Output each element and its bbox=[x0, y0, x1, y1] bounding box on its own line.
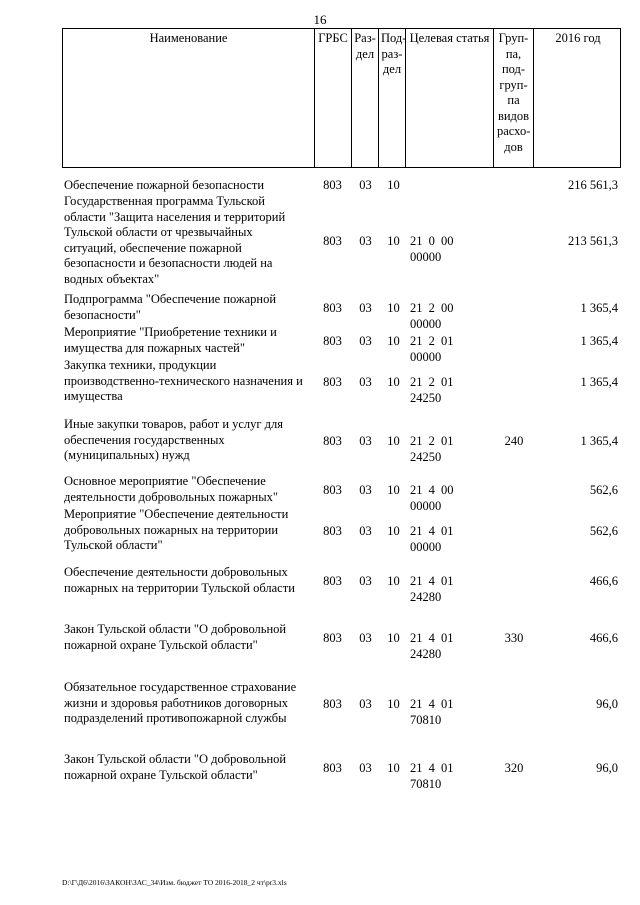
row-target: 21 4 01 70810 bbox=[410, 697, 454, 727]
row-grbs: 803 bbox=[323, 631, 342, 645]
row-amount: 466,6 bbox=[589, 574, 618, 588]
row-podrazdel: 10 bbox=[387, 761, 400, 775]
row-razdel: 03 bbox=[359, 301, 372, 315]
row-grbs: 803 bbox=[323, 761, 342, 775]
row-amount: 562,6 bbox=[589, 524, 618, 538]
row-target: 21 2 01 24250 bbox=[410, 375, 454, 405]
table-row bbox=[0, 292, 640, 331]
header-group: Груп- па, под- груп- па видов расхо- дов bbox=[494, 29, 534, 167]
header-year: 2016 год bbox=[555, 31, 601, 45]
row-amount: 1 365,4 bbox=[580, 334, 618, 348]
row-grbs: 803 bbox=[323, 375, 342, 389]
row-amount: 1 365,4 bbox=[580, 375, 618, 389]
row-amount: 1 365,4 bbox=[580, 434, 618, 448]
row-name: Закупка техники, продукции производственно-технического назначения и имущества bbox=[64, 358, 303, 403]
row-name: Государственная программа Тульской области "Защита населения и территорий Тульской области от чрезвычайных ситуаций, обеспечение пожарной безопасности и безопасности людей на водных объектах" bbox=[64, 194, 286, 286]
row-grbs: 803 bbox=[323, 434, 342, 448]
row-amount: 213 561,3 bbox=[568, 234, 618, 248]
table-row bbox=[0, 358, 640, 406]
row-podrazdel: 10 bbox=[387, 375, 400, 389]
table-row bbox=[0, 194, 640, 290]
row-grbs: 803 bbox=[323, 574, 342, 588]
header-podrazdel: Под- раз- дел bbox=[379, 29, 406, 167]
table-row bbox=[0, 507, 640, 555]
table-header bbox=[62, 28, 621, 168]
row-name: Обеспечение пожарной безопасности bbox=[64, 178, 265, 192]
row-name: Мероприятие "Приобретение техники и имущества для пожарных частей" bbox=[64, 325, 277, 355]
page-number: 16 bbox=[313, 12, 327, 27]
row-razdel: 03 bbox=[359, 375, 372, 389]
row-amount: 1 365,4 bbox=[580, 301, 618, 315]
row-grbs: 803 bbox=[323, 697, 342, 711]
row-razdel: 03 bbox=[359, 483, 372, 497]
row-razdel: 03 bbox=[359, 234, 372, 248]
row-group: 320 bbox=[504, 761, 524, 775]
row-name: Основное мероприятие "Обеспечение деятельности добровольных пожарных" bbox=[64, 474, 278, 504]
row-razdel: 03 bbox=[359, 524, 372, 538]
row-target: 21 2 01 24250 bbox=[410, 434, 454, 464]
row-target: 21 2 00 00000 bbox=[410, 301, 454, 331]
row-target: 21 4 01 24280 bbox=[410, 574, 454, 604]
row-razdel: 03 bbox=[359, 574, 372, 588]
row-name: Мероприятие "Обеспечение деятельности добровольных пожарных на территории Тульской области" bbox=[64, 507, 289, 552]
row-target: 21 4 01 70810 bbox=[410, 761, 454, 791]
row-name: Закон Тульской области "О добровольной пожарной охране Тульской области" bbox=[64, 752, 287, 782]
row-name: Обязательное государственное страхование жизни и здоровья работников договорных подразделений противопожарной службы bbox=[64, 680, 297, 725]
header-razdel: Раз- дел bbox=[352, 29, 379, 167]
row-name: Подпрограмма "Обеспечение пожарной безопасности" bbox=[64, 292, 277, 322]
table-row bbox=[0, 680, 640, 728]
footer-file-path: D:\Г\Д6\2016\ЗАКОН\ЗАС_34\Изм. бюджет ТО 2016-2018_2 чт\pr3.xls bbox=[62, 878, 287, 887]
row-razdel: 03 bbox=[359, 631, 372, 645]
row-grbs: 803 bbox=[323, 234, 342, 248]
row-amount: 562,6 bbox=[589, 483, 618, 497]
row-target: 21 0 00 00000 bbox=[410, 234, 454, 264]
row-amount: 96,0 bbox=[596, 697, 618, 711]
row-razdel: 03 bbox=[359, 761, 372, 775]
row-target: 21 4 00 00000 bbox=[410, 483, 454, 513]
row-group: 330 bbox=[504, 631, 524, 645]
row-podrazdel: 10 bbox=[387, 697, 400, 711]
row-grbs: 803 bbox=[323, 178, 342, 192]
row-grbs: 803 bbox=[323, 483, 342, 497]
table-row bbox=[0, 565, 640, 604]
row-podrazdel: 10 bbox=[387, 301, 400, 315]
row-amount: 216 561,3 bbox=[568, 178, 618, 192]
header-grbs: ГРБС bbox=[315, 29, 352, 167]
row-name: Иные закупки товаров, работ и услуг для обеспечения государственных (муниципальных) нужд bbox=[64, 417, 284, 462]
row-name: Закон Тульской области "О добровольной пожарной охране Тульской области" bbox=[64, 622, 287, 652]
table-row bbox=[0, 752, 640, 791]
row-amount: 466,6 bbox=[589, 631, 618, 645]
row-razdel: 03 bbox=[359, 697, 372, 711]
table-row bbox=[0, 325, 640, 364]
row-grbs: 803 bbox=[323, 524, 342, 538]
header-name: Наименование bbox=[63, 29, 315, 167]
row-target: 21 4 01 24280 bbox=[410, 631, 454, 661]
row-target: 21 4 01 00000 bbox=[410, 524, 454, 554]
table-row bbox=[0, 178, 640, 194]
row-podrazdel: 10 bbox=[387, 178, 400, 192]
row-razdel: 03 bbox=[359, 334, 372, 348]
header-target: Целевая статья bbox=[406, 29, 494, 167]
row-podrazdel: 10 bbox=[387, 631, 400, 645]
table-row bbox=[0, 474, 640, 513]
row-grbs: 803 bbox=[323, 301, 342, 315]
row-target: 21 2 01 00000 bbox=[410, 334, 454, 364]
row-podrazdel: 10 bbox=[387, 483, 400, 497]
row-podrazdel: 10 bbox=[387, 524, 400, 538]
row-group: 240 bbox=[504, 434, 524, 448]
row-name: Обеспечение деятельности добровольных пожарных на территории Тульской области bbox=[64, 565, 295, 595]
row-razdel: 03 bbox=[359, 434, 372, 448]
row-podrazdel: 10 bbox=[387, 434, 400, 448]
table-row bbox=[0, 417, 640, 465]
row-grbs: 803 bbox=[323, 334, 342, 348]
row-podrazdel: 10 bbox=[387, 334, 400, 348]
row-podrazdel: 10 bbox=[387, 234, 400, 248]
table-row bbox=[0, 622, 640, 661]
row-razdel: 03 bbox=[359, 178, 372, 192]
row-podrazdel: 10 bbox=[387, 574, 400, 588]
row-amount: 96,0 bbox=[596, 761, 618, 775]
